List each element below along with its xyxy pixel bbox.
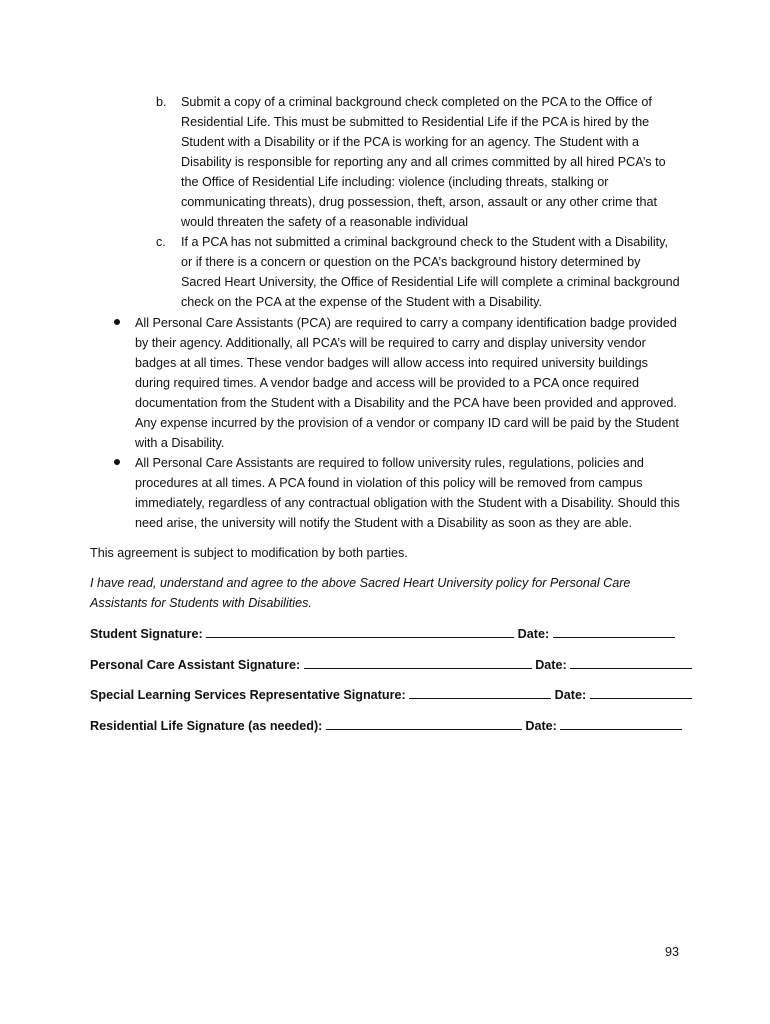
student-signature-field[interactable]	[206, 623, 514, 638]
student-date-field[interactable]	[553, 623, 675, 638]
res-life-signature-row	[90, 715, 690, 736]
pca-signature-label: Personal Care Assistant Signature:	[90, 658, 301, 672]
list-marker: c.	[156, 235, 166, 249]
bullet-item-badges	[110, 313, 682, 453]
bullet-item-rules	[110, 453, 682, 533]
date-label: Date:	[554, 688, 587, 702]
list-item-text: If a PCA has not submitted a criminal background check to the Student with a Disability, or if there is a concern or question on the PCA’s background history determined by Sacred Heart University, the Office of Residential Life will complete a criminal background check on the PCA at the expense of the Student with a Disability.	[181, 235, 680, 309]
list-item-c	[150, 232, 680, 312]
res-life-signature-label: Residential Life Signature (as needed):	[90, 719, 323, 733]
bullet-icon	[114, 459, 120, 465]
student-signature-row	[90, 623, 690, 644]
sls-rep-signature-field[interactable]	[409, 684, 551, 699]
sls-rep-date-field[interactable]	[590, 684, 692, 699]
list-item-text: Submit a copy of a criminal background check completed on the PCA to the Office of Residential Life. This must be submitted to Residential Life if the PCA is hired by the Student with a Disability or if the PCA is working for an agency. The Student with a Disability is responsible for reporting any and all crimes committed by all hired PCA’s to the Office of Residential Life including: violence (including threats, stalking or communicating threats), drug possession, theft, arson, assault or any other crime that would threaten the safety of a reasonable individual	[181, 95, 666, 229]
date-label: Date:	[525, 719, 557, 733]
res-life-signature-field[interactable]	[326, 715, 522, 730]
list-marker: b.	[156, 95, 167, 109]
student-signature-label: Student Signature:	[90, 627, 203, 641]
page-number: 93	[664, 945, 679, 959]
sls-rep-signature-label: Special Learning Services Representative Signature:	[90, 688, 406, 702]
date-label: Date:	[535, 658, 567, 672]
modification-note: This agreement is subject to modification by both parties.	[90, 546, 408, 560]
date-label: Date:	[517, 627, 550, 641]
bullet-text: All Personal Care Assistants (PCA) are required to carry a company identification badge provided by their agency. Additionally, all PCA’s will be required to carry and display university vendor badges at all times. These vendor badges will allow access into required university buildings during required times. A vendor badge and access will be provided to a PCA once required documentation from the Student with a Disability and the PCA have been provided and approved. Any expense incurred by the provision of a vendor or company ID card will be paid by the Student with a Disability.	[135, 316, 679, 450]
res-life-date-field[interactable]	[560, 715, 682, 730]
bullet-text: All Personal Care Assistants are required to follow university rules, regulations, policies and procedures at all times. A PCA found in violation of this policy will be removed from campus immediately, regardless of any contractual obligation with the Student with a Disability. Should this need arise, the university will notify the Student with a Disability as soon as they are able.	[135, 456, 680, 530]
list-item-b	[150, 92, 680, 232]
pca-date-field[interactable]	[570, 654, 692, 669]
pca-signature-field[interactable]	[304, 654, 532, 669]
pca-signature-row	[90, 654, 690, 675]
sls-rep-signature-row	[90, 684, 690, 705]
acknowledgement-statement: I have read, understand and agree to the above Sacred Heart University policy for Personal Care Assistants for Students with Disabilities.	[90, 576, 631, 610]
bullet-icon	[114, 319, 120, 325]
